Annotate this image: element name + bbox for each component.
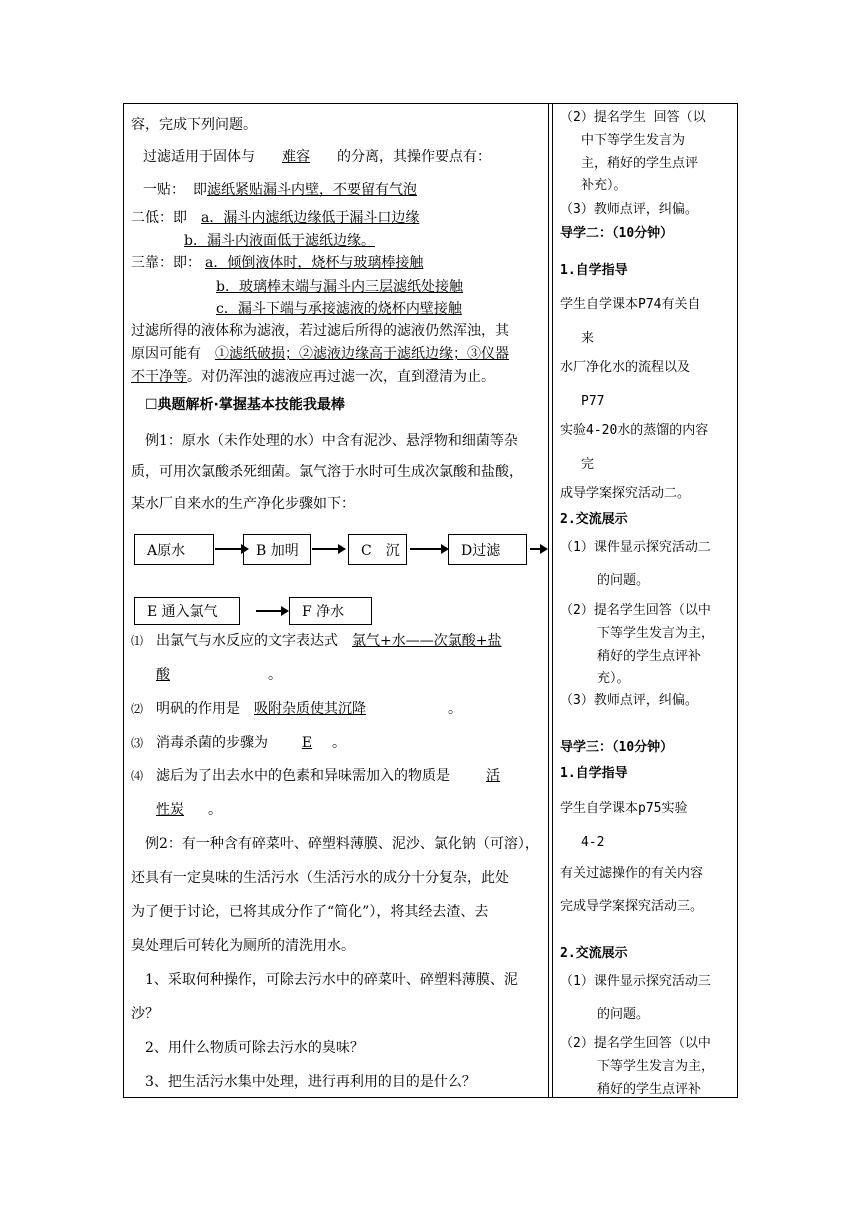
q3-number: ⑶	[131, 736, 144, 750]
q4-period: 。	[208, 802, 222, 818]
right-line: 下等学生发言为主，	[597, 1059, 715, 1074]
reason-tail: 。对仍浑浊的滤液应再过滤一次，直到澄清为止。	[187, 369, 495, 385]
q3-line	[156, 736, 346, 750]
sub-question-3: 3、把生活污水集中处理，进行再利用的目的是什么？	[145, 1074, 476, 1090]
two-low-a: a．漏斗内滤纸边缘低于漏斗口边缘	[201, 210, 420, 226]
filter-line-tail: 的分离，其操作要点有：	[337, 149, 491, 165]
q4-number: ⑷	[131, 769, 144, 783]
example2-line4: 臭处理后可转化为厕所的清洗用水。	[131, 938, 355, 954]
two-low-label: 二低：即	[131, 210, 187, 226]
example2-line3: 为了便于讨论，已将其成分作了“简化”），将其经去渣、去	[131, 904, 489, 920]
q2-answer: 吸附杂质使其沉降	[254, 701, 366, 717]
column-divider	[548, 103, 549, 1098]
q1-line	[156, 634, 501, 648]
one-stick-label: 一贴：	[143, 182, 185, 198]
filter-line	[143, 150, 491, 164]
q4-answer: 活	[486, 768, 500, 784]
q4-text: 滤后为了出去水中的色素和异味需加入的物质是	[156, 768, 450, 784]
three-lean-a: a．倾倒液体时，烧杯与玻璃棒接触	[205, 255, 424, 271]
step-box-b: B 加明	[243, 534, 311, 565]
reason-answer: ①滤纸破损；②滤液边缘高于滤纸边缘；③仪器	[215, 346, 509, 362]
right-line: 完	[581, 457, 595, 472]
one-stick-ji: 即	[193, 182, 207, 198]
q1-answer-2: 酸	[156, 667, 170, 683]
right-line: 学生自学课本P74有关自	[560, 297, 701, 312]
q2-number: ⑵	[131, 702, 144, 716]
two-low-b: b．漏斗内液面低于滤纸边缘。	[184, 233, 375, 249]
right-line: 充）。	[597, 671, 630, 686]
reason-line	[131, 347, 509, 361]
q3-answer: E	[301, 735, 313, 751]
guide-three-heading: 导学三：（10分钟）	[560, 740, 674, 755]
self-study-heading-2: 1.自学指导	[560, 766, 628, 781]
right-line: 稍好的学生点评补	[597, 649, 702, 664]
reason-answer-2: 不干净等	[131, 369, 187, 385]
arrow-icon	[215, 548, 241, 550]
filter-line-text: 过滤适用于固体与	[143, 149, 255, 165]
step-box-a: A原水	[134, 534, 214, 565]
right-line: P77	[581, 394, 605, 409]
two-low-line	[131, 211, 419, 225]
three-lean-line	[131, 256, 423, 270]
sub-question-1: 1、采取何种操作，可除去污水中的碎菜叶、碎塑料薄膜、泥	[145, 972, 518, 988]
right-line: 4-2	[581, 835, 605, 850]
right-line: （3）教师点评，纠偏。	[560, 693, 698, 708]
q3-text: 消毒杀菌的步骤为	[156, 735, 268, 751]
step-box-c: C 沉	[348, 534, 407, 565]
intro-line: 容，完成下列问题。	[131, 117, 257, 133]
three-lean-label: 三靠：即：	[131, 255, 201, 271]
right-line: （2）提名学生回答（以中	[560, 603, 711, 618]
step-box-e: E 通入氯气	[134, 597, 240, 625]
q1-period: 。	[268, 667, 282, 683]
answer-separation: 难容	[282, 149, 310, 165]
q1-text: 出氯气与水反应的文字表达式	[156, 633, 338, 649]
exchange-heading: 2.交流展示	[560, 512, 628, 527]
right-line: 下等学生发言为主，	[597, 626, 715, 641]
right-line: 主，稍好的学生点评	[581, 156, 699, 171]
right-line: 的问题。	[597, 1007, 650, 1022]
sub-question-1-cont: 沙？	[131, 1006, 159, 1022]
right-line: （1）课件显示探究活动二	[560, 540, 711, 555]
arrow-icon	[410, 548, 441, 550]
arrow-icon	[530, 548, 540, 550]
right-line: 的问题。	[597, 573, 650, 588]
three-lean-b: b．玻璃棒末端与漏斗内三层滤纸处接触	[216, 279, 463, 295]
reason-label: 原因可能有	[131, 346, 201, 362]
right-line: （2）提名学生 回答（以	[560, 110, 706, 125]
three-lean-c: c．漏斗下端与承接滤液的烧杯内壁接触	[216, 301, 462, 317]
one-stick-line	[143, 183, 417, 197]
q2-text: 明矾的作用是	[156, 701, 240, 717]
right-line: 中下等学生发言为	[581, 133, 686, 148]
q1-answer: 氯气+水——次氯酸+盐	[352, 633, 502, 649]
q2-line	[156, 702, 462, 716]
one-stick-answer: 滤纸紧贴漏斗内壁，不要留有气泡	[207, 182, 417, 198]
right-line: （3）教师点评，纠偏。	[560, 202, 698, 217]
q4-answer-2: 性炭	[156, 802, 184, 818]
right-line: 补充）。	[581, 178, 627, 193]
right-line: 有关过滤操作的有关内容	[560, 866, 704, 881]
arrow-icon	[312, 548, 338, 550]
right-line: 完成导学案探究活动三。	[560, 899, 704, 914]
q2-period: 。	[448, 701, 462, 717]
step-box-f: F 净水	[289, 597, 372, 625]
right-line: （2）提名学生回答（以中	[560, 1036, 711, 1051]
example1-line1: 例1：原水（未作处理的水）中含有泥沙、悬浮物和细菌等杂	[145, 433, 518, 449]
filtrate-line: 过滤所得的液体称为滤液，若过滤后所得的滤液仍然浑浊，其	[131, 323, 509, 339]
right-line: 成导学案探究活动二。	[560, 486, 691, 501]
example2-line2: 还具有一定臭味的生活污水（生活污水的成分十分复杂，此处	[131, 870, 509, 886]
right-line: 学生自学课本p75实验	[560, 801, 688, 816]
column-divider-inner	[552, 103, 553, 1098]
guide-two-heading: 导学二：（10分钟）	[560, 226, 674, 241]
right-line: 实验4-20水的蒸馏的内容	[560, 423, 709, 438]
example1-line3: 某水厂自来水的生产净化步骤如下：	[131, 496, 355, 512]
right-line: （1）课件显示探究活动三	[560, 974, 711, 989]
q1-number: ⑴	[131, 634, 144, 648]
right-line: 稍好的学生点评补	[597, 1082, 702, 1097]
right-line: 来	[581, 331, 595, 346]
q1-line-2	[156, 668, 282, 682]
example2-line1: 例2：有一种含有碎菜叶、碎塑料薄膜、泥沙、氯化钠（可溶），	[145, 836, 539, 852]
q4-line-2	[156, 803, 222, 817]
sub-question-2: 2、用什么物质可除去污水的臭味？	[145, 1040, 364, 1056]
step-box-d: D过滤	[448, 534, 527, 565]
exchange-heading-2: 2.交流展示	[560, 946, 628, 961]
q4-line	[156, 769, 500, 783]
section-heading: ☐典题解析·掌握基本技能我最棒	[145, 397, 345, 413]
arrow-icon	[256, 610, 281, 612]
right-line: 水厂净化水的流程以及	[560, 360, 691, 375]
q3-period: 。	[332, 735, 346, 751]
reason-line-2	[131, 370, 495, 384]
self-study-heading: 1.自学指导	[560, 263, 628, 278]
example1-line2: 质，可用次氯酸杀死细菌。氯气溶于水时可生成次氯酸和盐酸，	[131, 464, 523, 480]
